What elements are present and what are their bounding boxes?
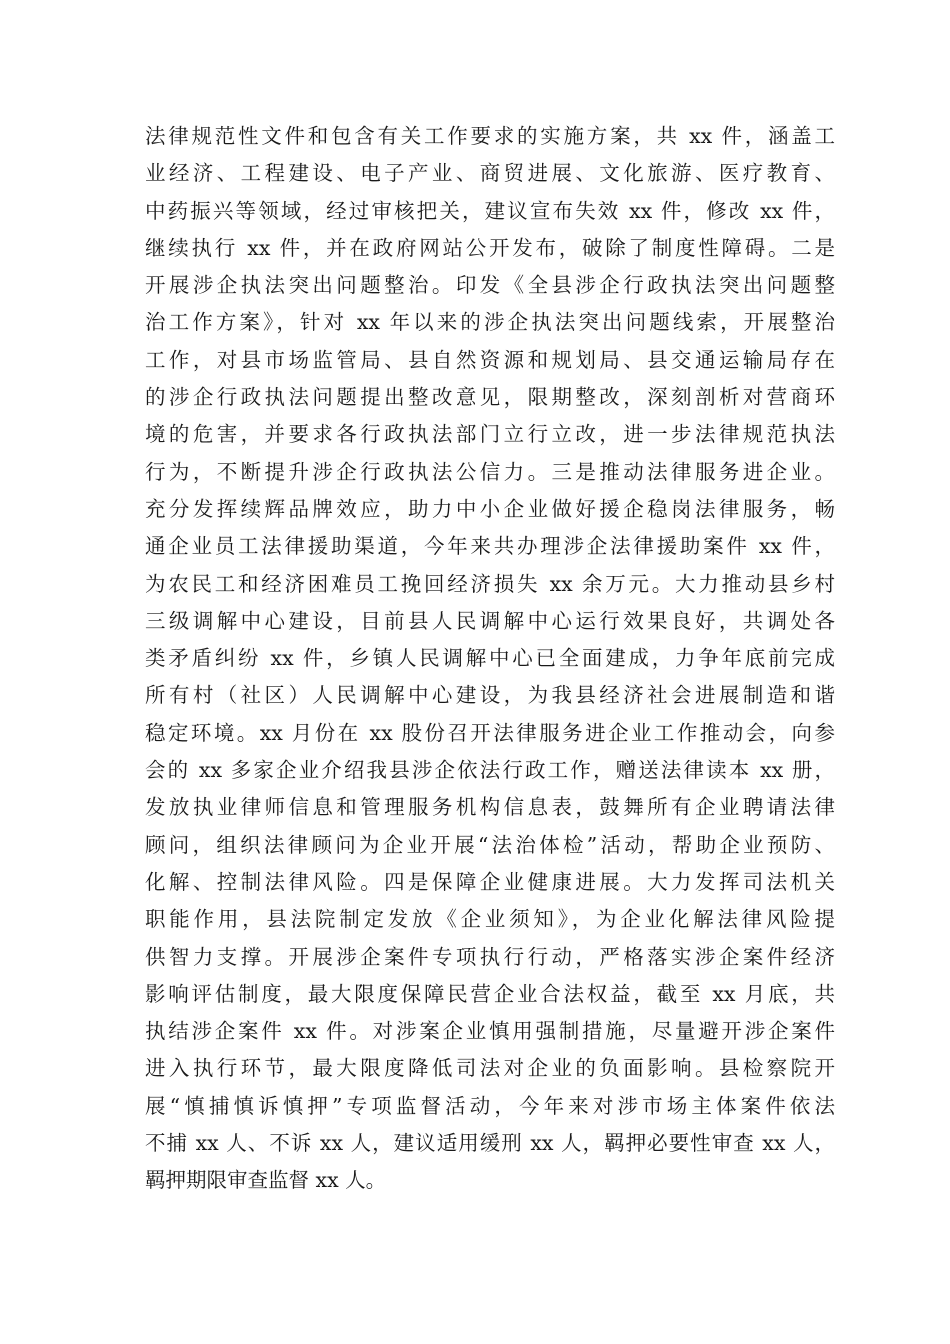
text-line: 继续执行 xx 件，并在政府网站公开发布，破除了制度性障碍。二是 (145, 235, 835, 260)
text-line: 中药振兴等领域，经过审核把关，建议宣布失效 xx 件，修改 xx 件， (145, 198, 835, 223)
text-line: 羁押期限审查监督 xx 人。 (145, 1168, 387, 1193)
body-paragraph (145, 118, 835, 1200)
text-line: 稳定环境。xx 月份在 xx 股份召开法律服务进企业工作推动会，向参 (145, 720, 835, 745)
text-line: 顾问，组织法律顾问为企业开展“法治体检”活动，帮助企业预防、 (145, 832, 835, 857)
text-line: 职能作用，县法院制定发放《企业须知》，为企业化解法律风险提 (145, 907, 835, 932)
text-line: 的涉企行政执法问题提出整改意见，限期整改，深刻剖析对营商环 (145, 385, 835, 410)
text-line: 执结涉企案件 xx 件。对涉案企业慎用强制措施，尽量避开涉企案件 (145, 1019, 835, 1044)
text-line: 通企业员工法律援助渠道，今年来共办理涉企法律援助案件 xx 件， (145, 534, 835, 559)
text-line: 工作，对县市场监管局、县自然资源和规划局、县交通运输局存在 (145, 347, 835, 372)
text-line: 化解、控制法律风险。四是保障企业健康进展。大力发挥司法机关 (145, 869, 835, 894)
text-line: 为农民工和经济困难员工挽回经济损失 xx 余万元。大力推动县乡村 (145, 571, 835, 596)
text-line: 所有村（社区）人民调解中心建设，为我县经济社会进展制造和谐 (145, 683, 835, 708)
text-line: 展“慎捕慎诉慎押”专项监督活动，今年来对涉市场主体案件依法 (145, 1093, 835, 1118)
text-line: 进入执行环节，最大限度降低司法对企业的负面影响。县检察院开 (145, 1056, 835, 1081)
text-line: 类矛盾纠纷 xx 件，乡镇人民调解中心已全面建成，力争年底前完成 (145, 646, 835, 671)
text-line: 治工作方案》，针对 xx 年以来的涉企执法突出问题线索，开展整治 (145, 310, 835, 335)
text-line: 业经济、工程建设、电子产业、商贸进展、文化旅游、医疗教育、 (145, 161, 835, 186)
text-line: 行为，不断提升涉企行政执法公信力。三是推动法律服务进企业。 (145, 459, 835, 484)
text-line: 法律规范性文件和包含有关工作要求的实施方案，共 xx 件，涵盖工 (145, 124, 835, 148)
text-line: 三级调解中心建设，目前县人民调解中心运行效果良好，共调处各 (145, 608, 835, 633)
text-line: 境的危害，并要求各行政执法部门立行立改，进一步法律规范执法 (145, 422, 835, 447)
text-line: 充分发挥续辉品牌效应，助力中小企业做好援企稳岗法律服务，畅 (145, 496, 835, 521)
text-line: 供智力支撑。开展涉企案件专项执行行动，严格落实涉企案件经济 (145, 944, 835, 969)
text-line: 影响评估制度，最大限度保障民营企业合法权益，截至 xx 月底，共 (145, 981, 835, 1006)
text-line: 不捕 xx 人、不诉 xx 人，建议适用缓刑 xx 人，羁押必要性审查 xx 人， (145, 1131, 835, 1156)
text-line: 发放执业律师信息和管理服务机构信息表，鼓舞所有企业聘请法律 (145, 795, 835, 820)
text-line: 开展涉企执法突出问题整治。印发《全县涉企行政执法突出问题整 (145, 273, 835, 298)
text-line: 会的 xx 多家企业介绍我县涉企依法行政工作，赠送法律读本 xx 册， (145, 758, 835, 783)
